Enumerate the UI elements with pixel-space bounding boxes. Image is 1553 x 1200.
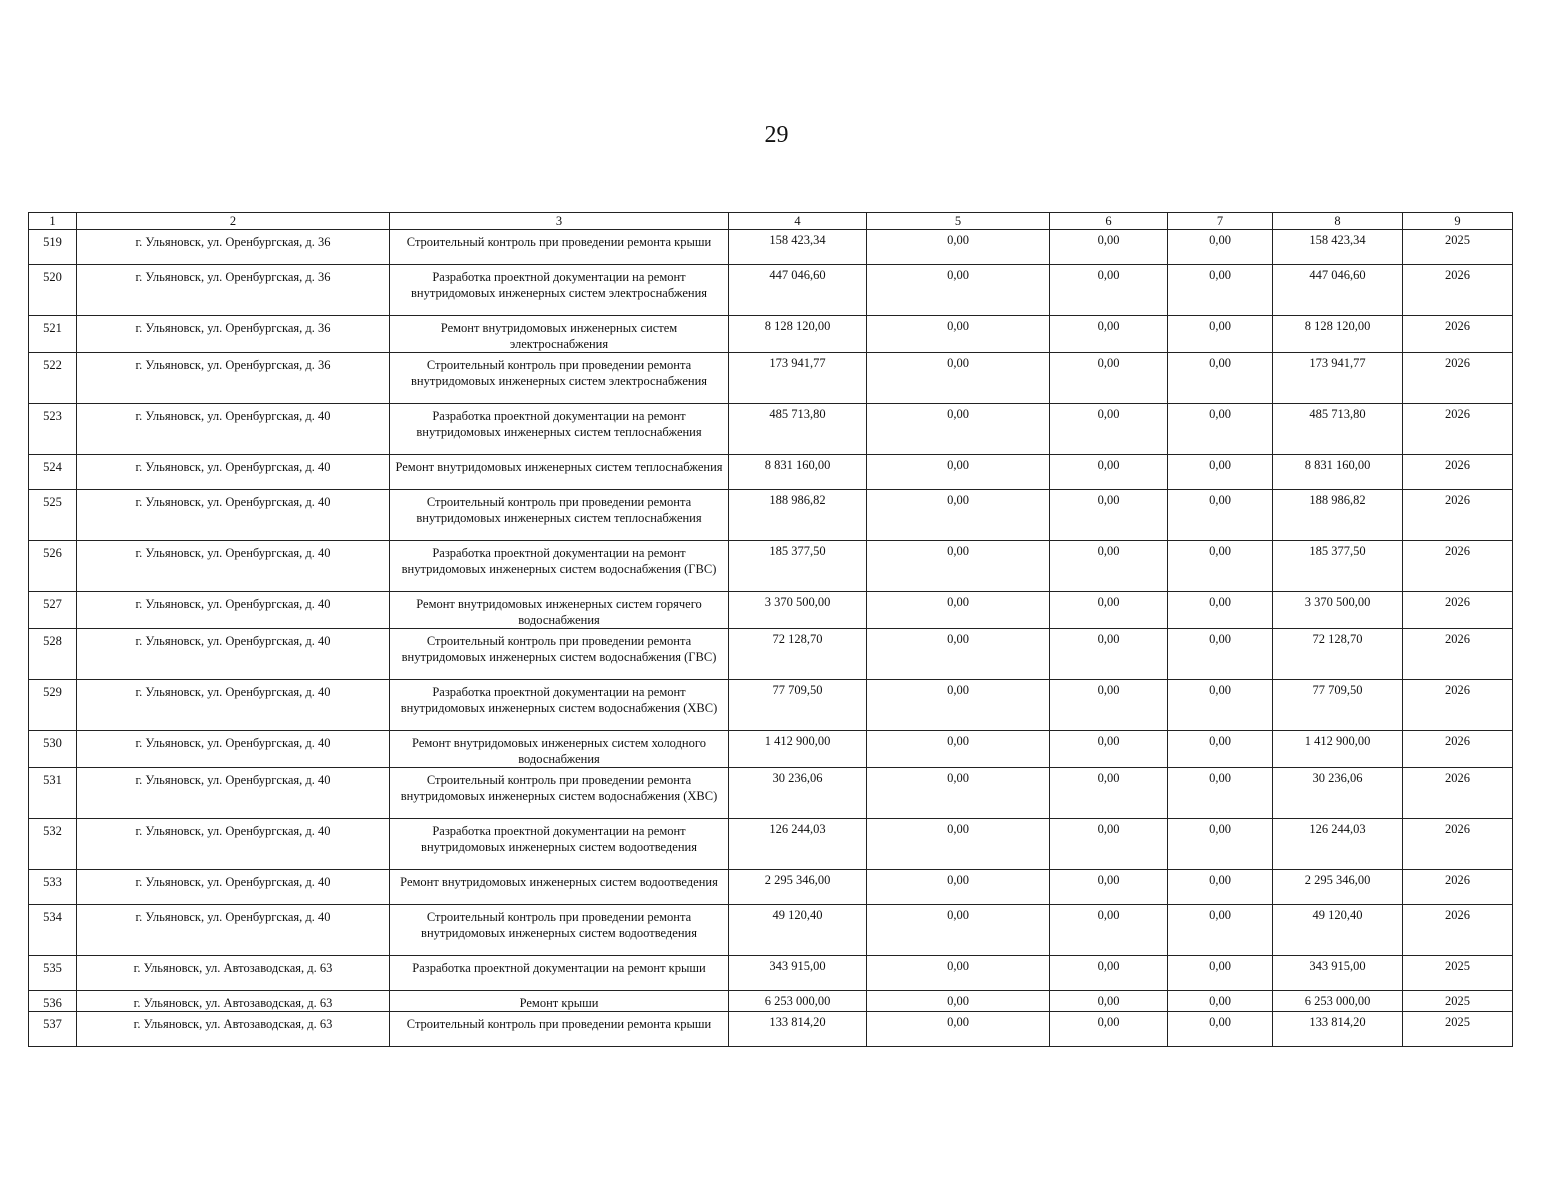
year-cell: 2026 — [1403, 731, 1513, 768]
value-cell-6: 0,00 — [1050, 404, 1168, 455]
value-cell-6: 0,00 — [1050, 541, 1168, 592]
value-cell-7: 0,00 — [1168, 905, 1273, 956]
value-cell-6: 0,00 — [1050, 592, 1168, 629]
value-cell-6: 0,00 — [1050, 455, 1168, 490]
address-cell: г. Ульяновск, ул. Оренбургская, д. 40 — [77, 629, 390, 680]
value-cell-8: 8 831 160,00 — [1273, 455, 1403, 490]
data-table — [28, 212, 1513, 1047]
value-cell-8: 2 295 346,00 — [1273, 870, 1403, 905]
value-cell-5: 0,00 — [867, 541, 1050, 592]
value-cell-7: 0,00 — [1168, 768, 1273, 819]
row-number: 526 — [29, 541, 77, 592]
row-number: 536 — [29, 991, 77, 1012]
year-cell: 2026 — [1403, 870, 1513, 905]
row-number: 524 — [29, 455, 77, 490]
row-number: 522 — [29, 353, 77, 404]
value-cell-5: 0,00 — [867, 404, 1050, 455]
value-cell-5: 0,00 — [867, 455, 1050, 490]
value-cell-8: 185 377,50 — [1273, 541, 1403, 592]
total-cost-cell: 8 831 160,00 — [729, 455, 867, 490]
work-type-cell: Ремонт внутридомовых инженерных систем теплоснабжения — [390, 455, 729, 490]
address-cell: г. Ульяновск, ул. Оренбургская, д. 40 — [77, 905, 390, 956]
work-type-cell: Разработка проектной документации на ремонт внутридомовых инженерных систем электроснабжения — [390, 265, 729, 316]
work-type-cell: Разработка проектной документации на ремонт внутридомовых инженерных систем водоснабжения (ХВС) — [390, 680, 729, 731]
column-header: 1 — [29, 213, 77, 230]
total-cost-cell: 77 709,50 — [729, 680, 867, 731]
row-number: 537 — [29, 1012, 77, 1047]
row-number: 533 — [29, 870, 77, 905]
total-cost-cell: 343 915,00 — [729, 956, 867, 991]
year-cell: 2026 — [1403, 768, 1513, 819]
value-cell-8: 173 941,77 — [1273, 353, 1403, 404]
value-cell-6: 0,00 — [1050, 490, 1168, 541]
value-cell-7: 0,00 — [1168, 592, 1273, 629]
address-cell: г. Ульяновск, ул. Автозаводская, д. 63 — [77, 1012, 390, 1047]
value-cell-8: 188 986,82 — [1273, 490, 1403, 541]
column-header: 5 — [867, 213, 1050, 230]
address-cell: г. Ульяновск, ул. Оренбургская, д. 40 — [77, 455, 390, 490]
year-cell: 2026 — [1403, 265, 1513, 316]
value-cell-7: 0,00 — [1168, 455, 1273, 490]
value-cell-5: 0,00 — [867, 265, 1050, 316]
value-cell-6: 0,00 — [1050, 316, 1168, 353]
work-type-cell: Разработка проектной документации на ремонт внутридомовых инженерных систем водоотведения — [390, 819, 729, 870]
value-cell-8: 447 046,60 — [1273, 265, 1403, 316]
work-type-cell: Строительный контроль при проведении ремонта крыши — [390, 230, 729, 265]
table-row — [29, 265, 1513, 316]
value-cell-8: 133 814,20 — [1273, 1012, 1403, 1047]
column-header: 4 — [729, 213, 867, 230]
year-cell: 2025 — [1403, 956, 1513, 991]
value-cell-8: 72 128,70 — [1273, 629, 1403, 680]
address-cell: г. Ульяновск, ул. Оренбургская, д. 40 — [77, 731, 390, 768]
value-cell-8: 49 120,40 — [1273, 905, 1403, 956]
row-number: 523 — [29, 404, 77, 455]
value-cell-7: 0,00 — [1168, 870, 1273, 905]
value-cell-7: 0,00 — [1168, 1012, 1273, 1047]
value-cell-7: 0,00 — [1168, 819, 1273, 870]
year-cell: 2025 — [1403, 991, 1513, 1012]
work-type-cell: Строительный контроль при проведении ремонта внутридомовых инженерных систем водоснабжения (ГВС) — [390, 629, 729, 680]
total-cost-cell: 447 046,60 — [729, 265, 867, 316]
value-cell-5: 0,00 — [867, 490, 1050, 541]
address-cell: г. Ульяновск, ул. Оренбургская, д. 40 — [77, 870, 390, 905]
work-type-cell: Ремонт внутридомовых инженерных систем водоотведения — [390, 870, 729, 905]
value-cell-8: 343 915,00 — [1273, 956, 1403, 991]
value-cell-5: 0,00 — [867, 956, 1050, 991]
value-cell-6: 0,00 — [1050, 230, 1168, 265]
value-cell-8: 8 128 120,00 — [1273, 316, 1403, 353]
value-cell-7: 0,00 — [1168, 991, 1273, 1012]
value-cell-6: 0,00 — [1050, 680, 1168, 731]
value-cell-7: 0,00 — [1168, 265, 1273, 316]
address-cell: г. Ульяновск, ул. Оренбургская, д. 40 — [77, 819, 390, 870]
table-row — [29, 230, 1513, 265]
value-cell-6: 0,00 — [1050, 870, 1168, 905]
value-cell-5: 0,00 — [867, 680, 1050, 731]
value-cell-5: 0,00 — [867, 768, 1050, 819]
total-cost-cell: 485 713,80 — [729, 404, 867, 455]
year-cell: 2026 — [1403, 629, 1513, 680]
value-cell-5: 0,00 — [867, 230, 1050, 265]
value-cell-6: 0,00 — [1050, 956, 1168, 991]
value-cell-6: 0,00 — [1050, 265, 1168, 316]
column-header: 6 — [1050, 213, 1168, 230]
address-cell: г. Ульяновск, ул. Оренбургская, д. 40 — [77, 404, 390, 455]
address-cell: г. Ульяновск, ул. Оренбургская, д. 40 — [77, 490, 390, 541]
table-container — [28, 212, 1512, 1047]
table-row — [29, 490, 1513, 541]
work-type-cell: Разработка проектной документации на ремонт внутридомовых инженерных систем теплоснабжения — [390, 404, 729, 455]
value-cell-5: 0,00 — [867, 905, 1050, 956]
value-cell-8: 1 412 900,00 — [1273, 731, 1403, 768]
address-cell: г. Ульяновск, ул. Оренбургская, д. 40 — [77, 592, 390, 629]
total-cost-cell: 158 423,34 — [729, 230, 867, 265]
address-cell: г. Ульяновск, ул. Автозаводская, д. 63 — [77, 991, 390, 1012]
address-cell: г. Ульяновск, ул. Оренбургская, д. 36 — [77, 316, 390, 353]
column-header: 7 — [1168, 213, 1273, 230]
row-number: 532 — [29, 819, 77, 870]
value-cell-8: 6 253 000,00 — [1273, 991, 1403, 1012]
total-cost-cell: 173 941,77 — [729, 353, 867, 404]
table-row — [29, 455, 1513, 490]
address-cell: г. Ульяновск, ул. Оренбургская, д. 40 — [77, 768, 390, 819]
year-cell: 2026 — [1403, 404, 1513, 455]
row-number: 530 — [29, 731, 77, 768]
row-number: 531 — [29, 768, 77, 819]
value-cell-5: 0,00 — [867, 870, 1050, 905]
year-cell: 2025 — [1403, 1012, 1513, 1047]
work-type-cell: Строительный контроль при проведении ремонта внутридомовых инженерных систем электроснабжения — [390, 353, 729, 404]
table-row — [29, 680, 1513, 731]
value-cell-6: 0,00 — [1050, 991, 1168, 1012]
value-cell-5: 0,00 — [867, 629, 1050, 680]
table-row — [29, 404, 1513, 455]
value-cell-8: 30 236,06 — [1273, 768, 1403, 819]
year-cell: 2026 — [1403, 455, 1513, 490]
value-cell-6: 0,00 — [1050, 905, 1168, 956]
table-row — [29, 768, 1513, 819]
work-type-cell: Строительный контроль при проведении ремонта внутридомовых инженерных систем теплоснабжения — [390, 490, 729, 541]
value-cell-6: 0,00 — [1050, 353, 1168, 404]
value-cell-8: 3 370 500,00 — [1273, 592, 1403, 629]
value-cell-8: 126 244,03 — [1273, 819, 1403, 870]
value-cell-5: 0,00 — [867, 592, 1050, 629]
address-cell: г. Ульяновск, ул. Оренбургская, д. 40 — [77, 680, 390, 731]
table-row — [29, 870, 1513, 905]
total-cost-cell: 185 377,50 — [729, 541, 867, 592]
work-type-cell: Строительный контроль при проведении ремонта внутридомовых инженерных систем водоотведения — [390, 905, 729, 956]
year-cell: 2026 — [1403, 680, 1513, 731]
total-cost-cell: 1 412 900,00 — [729, 731, 867, 768]
value-cell-7: 0,00 — [1168, 956, 1273, 991]
table-row — [29, 819, 1513, 870]
work-type-cell: Строительный контроль при проведении ремонта крыши — [390, 1012, 729, 1047]
total-cost-cell: 126 244,03 — [729, 819, 867, 870]
table-header-row — [29, 213, 1513, 230]
row-number: 527 — [29, 592, 77, 629]
value-cell-5: 0,00 — [867, 1012, 1050, 1047]
work-type-cell: Ремонт внутридомовых инженерных систем холодного водоснабжения — [390, 731, 729, 768]
address-cell: г. Ульяновск, ул. Оренбургская, д. 40 — [77, 541, 390, 592]
value-cell-7: 0,00 — [1168, 316, 1273, 353]
value-cell-7: 0,00 — [1168, 353, 1273, 404]
table-row — [29, 629, 1513, 680]
value-cell-5: 0,00 — [867, 353, 1050, 404]
row-number: 528 — [29, 629, 77, 680]
total-cost-cell: 133 814,20 — [729, 1012, 867, 1047]
value-cell-5: 0,00 — [867, 991, 1050, 1012]
value-cell-7: 0,00 — [1168, 404, 1273, 455]
column-header: 9 — [1403, 213, 1513, 230]
row-number: 519 — [29, 230, 77, 265]
year-cell: 2026 — [1403, 819, 1513, 870]
work-type-cell: Разработка проектной документации на ремонт крыши — [390, 956, 729, 991]
work-type-cell: Ремонт внутридомовых инженерных систем электроснабжения — [390, 316, 729, 353]
total-cost-cell: 2 295 346,00 — [729, 870, 867, 905]
row-number: 534 — [29, 905, 77, 956]
value-cell-8: 485 713,80 — [1273, 404, 1403, 455]
year-cell: 2026 — [1403, 592, 1513, 629]
value-cell-6: 0,00 — [1050, 1012, 1168, 1047]
value-cell-8: 77 709,50 — [1273, 680, 1403, 731]
table-row — [29, 905, 1513, 956]
year-cell: 2026 — [1403, 353, 1513, 404]
total-cost-cell: 72 128,70 — [729, 629, 867, 680]
row-number: 535 — [29, 956, 77, 991]
address-cell: г. Ульяновск, ул. Автозаводская, д. 63 — [77, 956, 390, 991]
total-cost-cell: 6 253 000,00 — [729, 991, 867, 1012]
table-row — [29, 592, 1513, 629]
table-row — [29, 316, 1513, 353]
value-cell-7: 0,00 — [1168, 731, 1273, 768]
table-row — [29, 956, 1513, 991]
column-header: 3 — [390, 213, 729, 230]
table-row — [29, 991, 1513, 1012]
row-number: 525 — [29, 490, 77, 541]
value-cell-5: 0,00 — [867, 316, 1050, 353]
table-row — [29, 541, 1513, 592]
value-cell-6: 0,00 — [1050, 819, 1168, 870]
total-cost-cell: 49 120,40 — [729, 905, 867, 956]
value-cell-7: 0,00 — [1168, 680, 1273, 731]
address-cell: г. Ульяновск, ул. Оренбургская, д. 36 — [77, 230, 390, 265]
value-cell-7: 0,00 — [1168, 541, 1273, 592]
work-type-cell: Ремонт крыши — [390, 991, 729, 1012]
total-cost-cell: 30 236,06 — [729, 768, 867, 819]
column-header: 8 — [1273, 213, 1403, 230]
value-cell-6: 0,00 — [1050, 629, 1168, 680]
row-number: 520 — [29, 265, 77, 316]
total-cost-cell: 3 370 500,00 — [729, 592, 867, 629]
work-type-cell: Разработка проектной документации на ремонт внутридомовых инженерных систем водоснабжения (ГВС) — [390, 541, 729, 592]
year-cell: 2026 — [1403, 905, 1513, 956]
row-number: 529 — [29, 680, 77, 731]
column-header: 2 — [77, 213, 390, 230]
value-cell-6: 0,00 — [1050, 731, 1168, 768]
total-cost-cell: 188 986,82 — [729, 490, 867, 541]
table-row — [29, 731, 1513, 768]
value-cell-5: 0,00 — [867, 731, 1050, 768]
work-type-cell: Строительный контроль при проведении ремонта внутридомовых инженерных систем водоснабжения (ХВС) — [390, 768, 729, 819]
table-row — [29, 353, 1513, 404]
value-cell-8: 158 423,34 — [1273, 230, 1403, 265]
year-cell: 2026 — [1403, 316, 1513, 353]
value-cell-5: 0,00 — [867, 819, 1050, 870]
address-cell: г. Ульяновск, ул. Оренбургская, д. 36 — [77, 265, 390, 316]
value-cell-7: 0,00 — [1168, 230, 1273, 265]
work-type-cell: Ремонт внутридомовых инженерных систем горячего водоснабжения — [390, 592, 729, 629]
address-cell: г. Ульяновск, ул. Оренбургская, д. 36 — [77, 353, 390, 404]
total-cost-cell: 8 128 120,00 — [729, 316, 867, 353]
table-row — [29, 1012, 1513, 1047]
row-number: 521 — [29, 316, 77, 353]
year-cell: 2026 — [1403, 490, 1513, 541]
value-cell-7: 0,00 — [1168, 629, 1273, 680]
value-cell-6: 0,00 — [1050, 768, 1168, 819]
page-number: 29 — [764, 122, 789, 148]
year-cell: 2025 — [1403, 230, 1513, 265]
value-cell-7: 0,00 — [1168, 490, 1273, 541]
year-cell: 2026 — [1403, 541, 1513, 592]
